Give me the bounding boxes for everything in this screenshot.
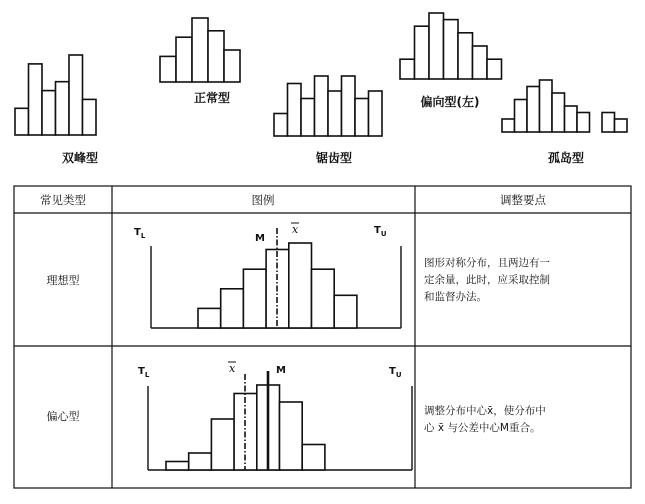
skewed-left-bar-1 xyxy=(400,59,415,79)
row-ideal-note-line-2: 定余量，此时，应采取控制 xyxy=(424,274,550,286)
isolated-island-bar-2 xyxy=(515,100,528,133)
isolated-island-bar-10 xyxy=(615,119,628,132)
shape-sawtooth xyxy=(274,76,382,165)
sawtooth-bar-2 xyxy=(288,84,302,137)
off-center-bar-2 xyxy=(189,453,212,470)
normal-bar-3 xyxy=(192,18,208,82)
isolated-island-bar-7 xyxy=(577,113,590,133)
row-off-center-type: 偏心型 xyxy=(46,410,80,423)
shape-sawtooth-label: 锯齿型 xyxy=(315,151,353,165)
table-row xyxy=(47,362,546,470)
double-peak-bar-1 xyxy=(15,108,29,135)
shape-normal xyxy=(160,18,240,105)
row-off-center-note-line-1: 调整分布中心x̄，使分布中 xyxy=(424,405,546,417)
tl-label: $T_L$ xyxy=(134,227,146,240)
sawtooth-bar-1 xyxy=(274,114,288,137)
shape-isolated-island-label: 孤岛型 xyxy=(547,151,585,165)
shape-double-peak-bars xyxy=(15,55,96,135)
sawtooth-bar-3 xyxy=(301,99,315,137)
double-peak-bar-3 xyxy=(42,91,56,135)
table-border xyxy=(14,186,631,488)
normal-bar-2 xyxy=(176,37,192,82)
shape-normal-label: 正常型 xyxy=(193,91,231,105)
ideal-bar-7 xyxy=(334,295,357,328)
header-legend: 图例 xyxy=(251,193,275,207)
tl-label: $T_L$ xyxy=(138,366,150,379)
skewed-left-bar-3 xyxy=(429,13,444,79)
skewed-left-bar-7 xyxy=(487,59,502,79)
shape-normal-bars xyxy=(160,18,240,82)
shape-isolated-island xyxy=(502,80,627,165)
header-key-points: 调整要点 xyxy=(500,193,546,207)
sawtooth-bar-4 xyxy=(315,76,329,136)
isolated-island-bar-1 xyxy=(502,119,515,132)
header-type: 常见类型 xyxy=(40,193,86,207)
normal-bar-4 xyxy=(208,31,224,82)
sawtooth-bar-6 xyxy=(342,76,356,136)
row-ideal-note-line-1: 图形对称分布，且两边有一 xyxy=(424,257,550,269)
shape-skewed-left xyxy=(400,13,502,109)
row-ideal-chart xyxy=(134,223,401,328)
isolated-island-bar-6 xyxy=(565,106,578,132)
isolated-island-bar-9 xyxy=(602,113,615,133)
off-center-bar-7 xyxy=(302,445,325,471)
row-off-center-chart xyxy=(138,362,412,470)
sawtooth-bar-5 xyxy=(328,91,342,136)
ideal-bar-3 xyxy=(243,269,266,328)
table-row xyxy=(47,223,551,328)
double-peak-bar-6 xyxy=(83,99,97,135)
skewed-left-bar-6 xyxy=(473,46,488,79)
m-label: M xyxy=(255,233,265,244)
isolated-island-bar-3 xyxy=(527,87,540,133)
tu-label: $T_U$ xyxy=(389,366,402,379)
double-peak-bar-4 xyxy=(56,82,70,135)
skewed-left-bar-2 xyxy=(415,26,430,79)
shape-double-peak xyxy=(15,55,98,165)
normal-bar-5 xyxy=(224,50,240,82)
off-center-bar-3 xyxy=(211,419,234,470)
m-label: M xyxy=(276,365,286,376)
double-peak-bar-5 xyxy=(69,55,83,135)
shape-isolated-island-bars xyxy=(502,80,627,132)
sawtooth-bar-8 xyxy=(369,91,383,136)
row-ideal-note-line-3: 和监督办法。 xyxy=(424,291,487,303)
types-table xyxy=(14,186,631,488)
shape-skewed-left-label: 偏向型(左) xyxy=(420,95,480,109)
skewed-left-bar-4 xyxy=(444,20,459,79)
off-center-bar-6 xyxy=(280,402,303,470)
isolated-island-bar-4 xyxy=(540,80,553,132)
ideal-bar-2 xyxy=(221,289,244,328)
isolated-island-bar-5 xyxy=(552,93,565,132)
row-ideal-type: 理想型 xyxy=(46,274,80,287)
row-off-center-note-line-2: 心 x̄ 与公差中心M重合。 xyxy=(424,422,541,434)
ideal-bar-6 xyxy=(312,269,335,328)
xbar-label: x xyxy=(292,223,299,236)
shape-sawtooth-bars xyxy=(274,76,382,136)
shape-double-peak-label: 双峰型 xyxy=(61,151,99,165)
skewed-left-bar-5 xyxy=(458,33,473,79)
sawtooth-bar-7 xyxy=(355,99,369,137)
tu-label: $T_U$ xyxy=(374,225,387,238)
double-peak-bar-2 xyxy=(29,64,43,135)
shape-skewed-left-bars xyxy=(400,13,502,79)
ideal-bar-5 xyxy=(289,243,312,328)
ideal-bar-1 xyxy=(198,308,221,328)
normal-bar-1 xyxy=(160,56,176,82)
xbar-label: x xyxy=(229,362,236,375)
off-center-bar-1 xyxy=(166,462,189,471)
